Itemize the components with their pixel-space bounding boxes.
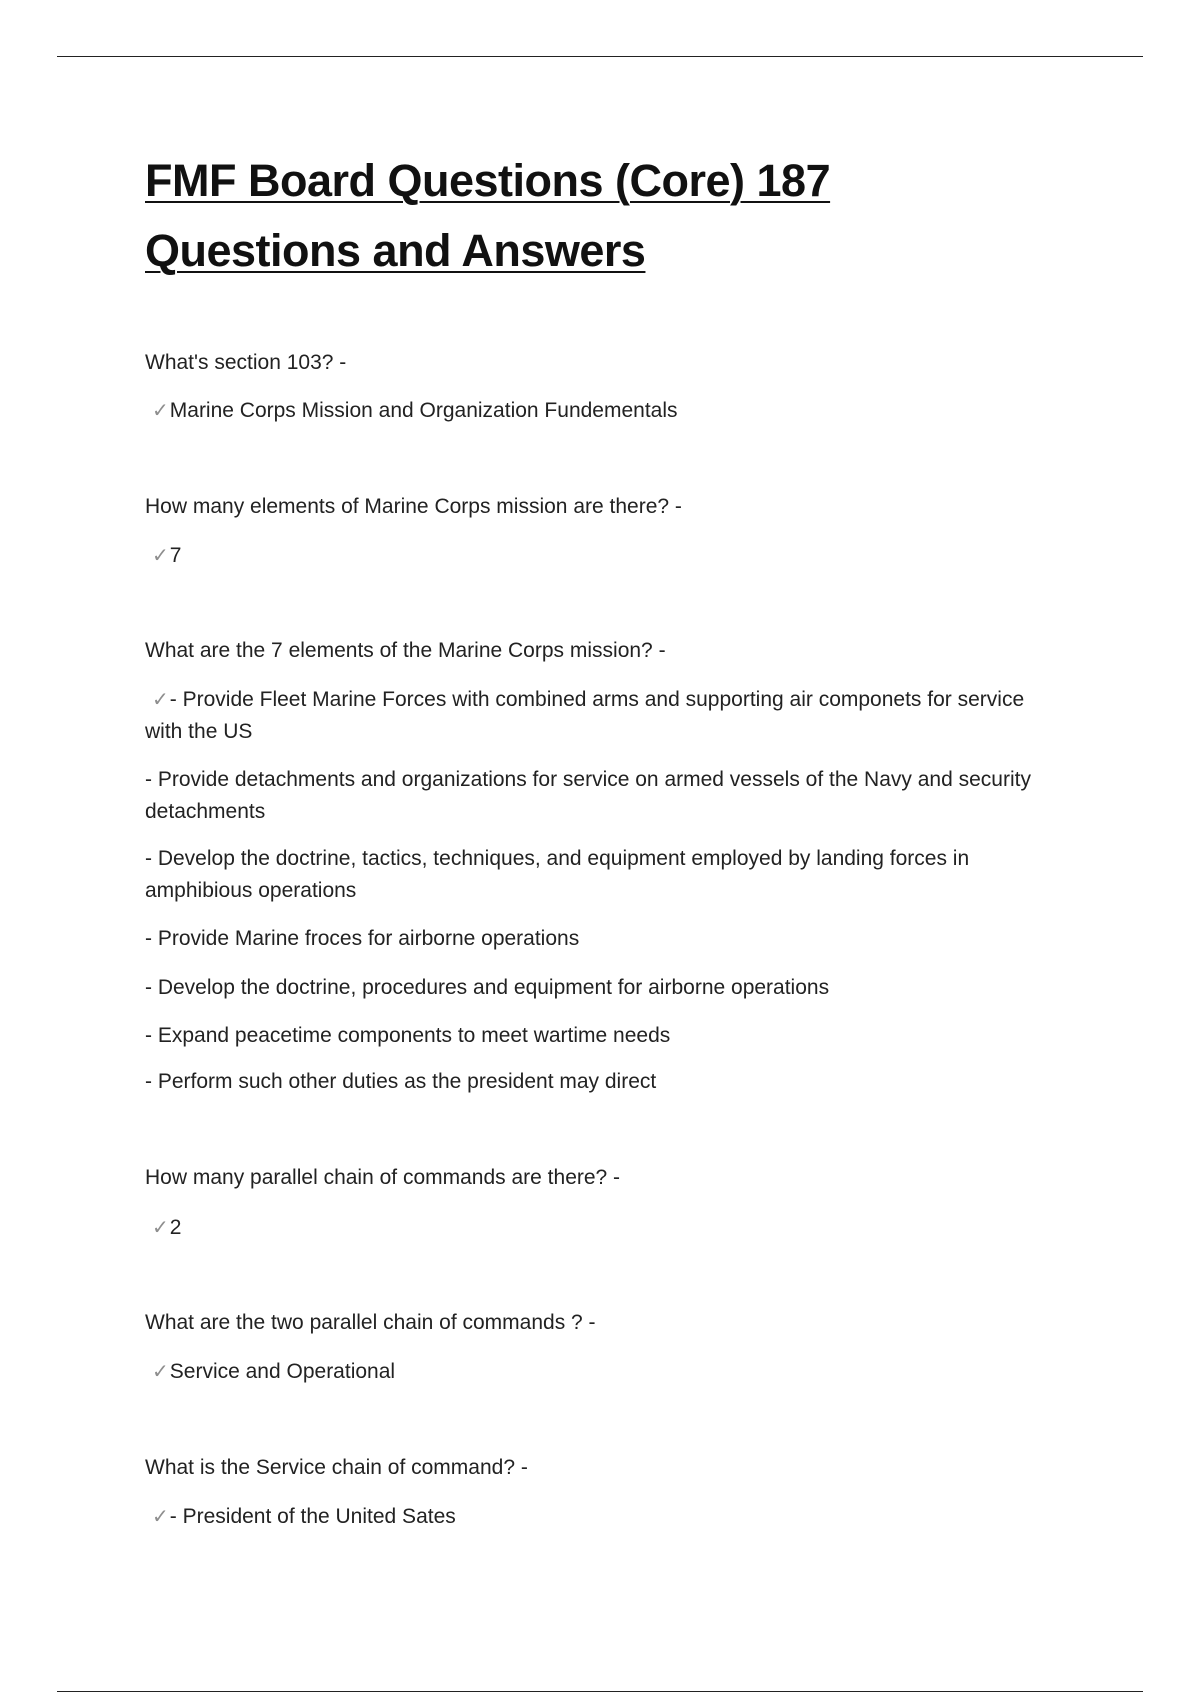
answer-text: Service and Operational (169, 1360, 396, 1383)
answer-text: - Provide Fleet Marine Forces with combined arms and supporting air componets for service with the US (145, 688, 1025, 743)
check-mark-icon: ✓ (152, 398, 169, 422)
question-text: How many elements of Marine Corps mission are there? - (145, 495, 682, 518)
answer-continuation: - Develop the doctrine, tactics, techniques, and equipment employed by landing forces in amphibious operations (145, 847, 970, 902)
answer-continuation: - Expand peacetime components to meet wartime needs (145, 1024, 671, 1047)
answer-continuation: - Provide Marine froces for airborne operations (145, 927, 580, 950)
check-mark-icon: ✓ (152, 687, 169, 711)
answer-line (152, 1500, 456, 1533)
document-title: FMF Board Questions (Core) 187 Questions and Answers (145, 155, 831, 276)
question-text: What are the two parallel chain of commands ? - (145, 1311, 596, 1334)
answer-line (152, 1355, 395, 1388)
answer-line (152, 539, 181, 572)
top-divider (57, 56, 1143, 57)
question-text: How many parallel chain of commands are there? - (145, 1166, 621, 1189)
answer-line (152, 1211, 181, 1244)
check-mark-icon: ✓ (152, 543, 169, 567)
question-text: What is the Service chain of command? - (145, 1456, 528, 1479)
answer-text: 7 (169, 544, 182, 567)
answer-line (145, 683, 1045, 748)
answer-line (152, 394, 678, 427)
answer-text: 2 (169, 1216, 182, 1239)
check-mark-icon: ✓ (152, 1359, 169, 1383)
answer-continuation: - Develop the doctrine, procedures and equipment for airborne operations (145, 976, 830, 999)
check-mark-icon: ✓ (152, 1215, 169, 1239)
check-mark-icon: ✓ (152, 1504, 169, 1528)
bottom-divider (57, 1691, 1143, 1692)
answer-text: - President of the United Sates (169, 1505, 456, 1528)
question-text: What's section 103? - (145, 351, 347, 374)
answer-text: Marine Corps Mission and Organization Fundementals (169, 399, 678, 422)
answer-continuation: - Provide detachments and organizations for service on armed vessels of the Navy and security detachments (145, 768, 1031, 823)
answer-continuation: - Perform such other duties as the president may direct (145, 1070, 657, 1093)
question-text: What are the 7 elements of the Marine Corps mission? - (145, 639, 666, 662)
